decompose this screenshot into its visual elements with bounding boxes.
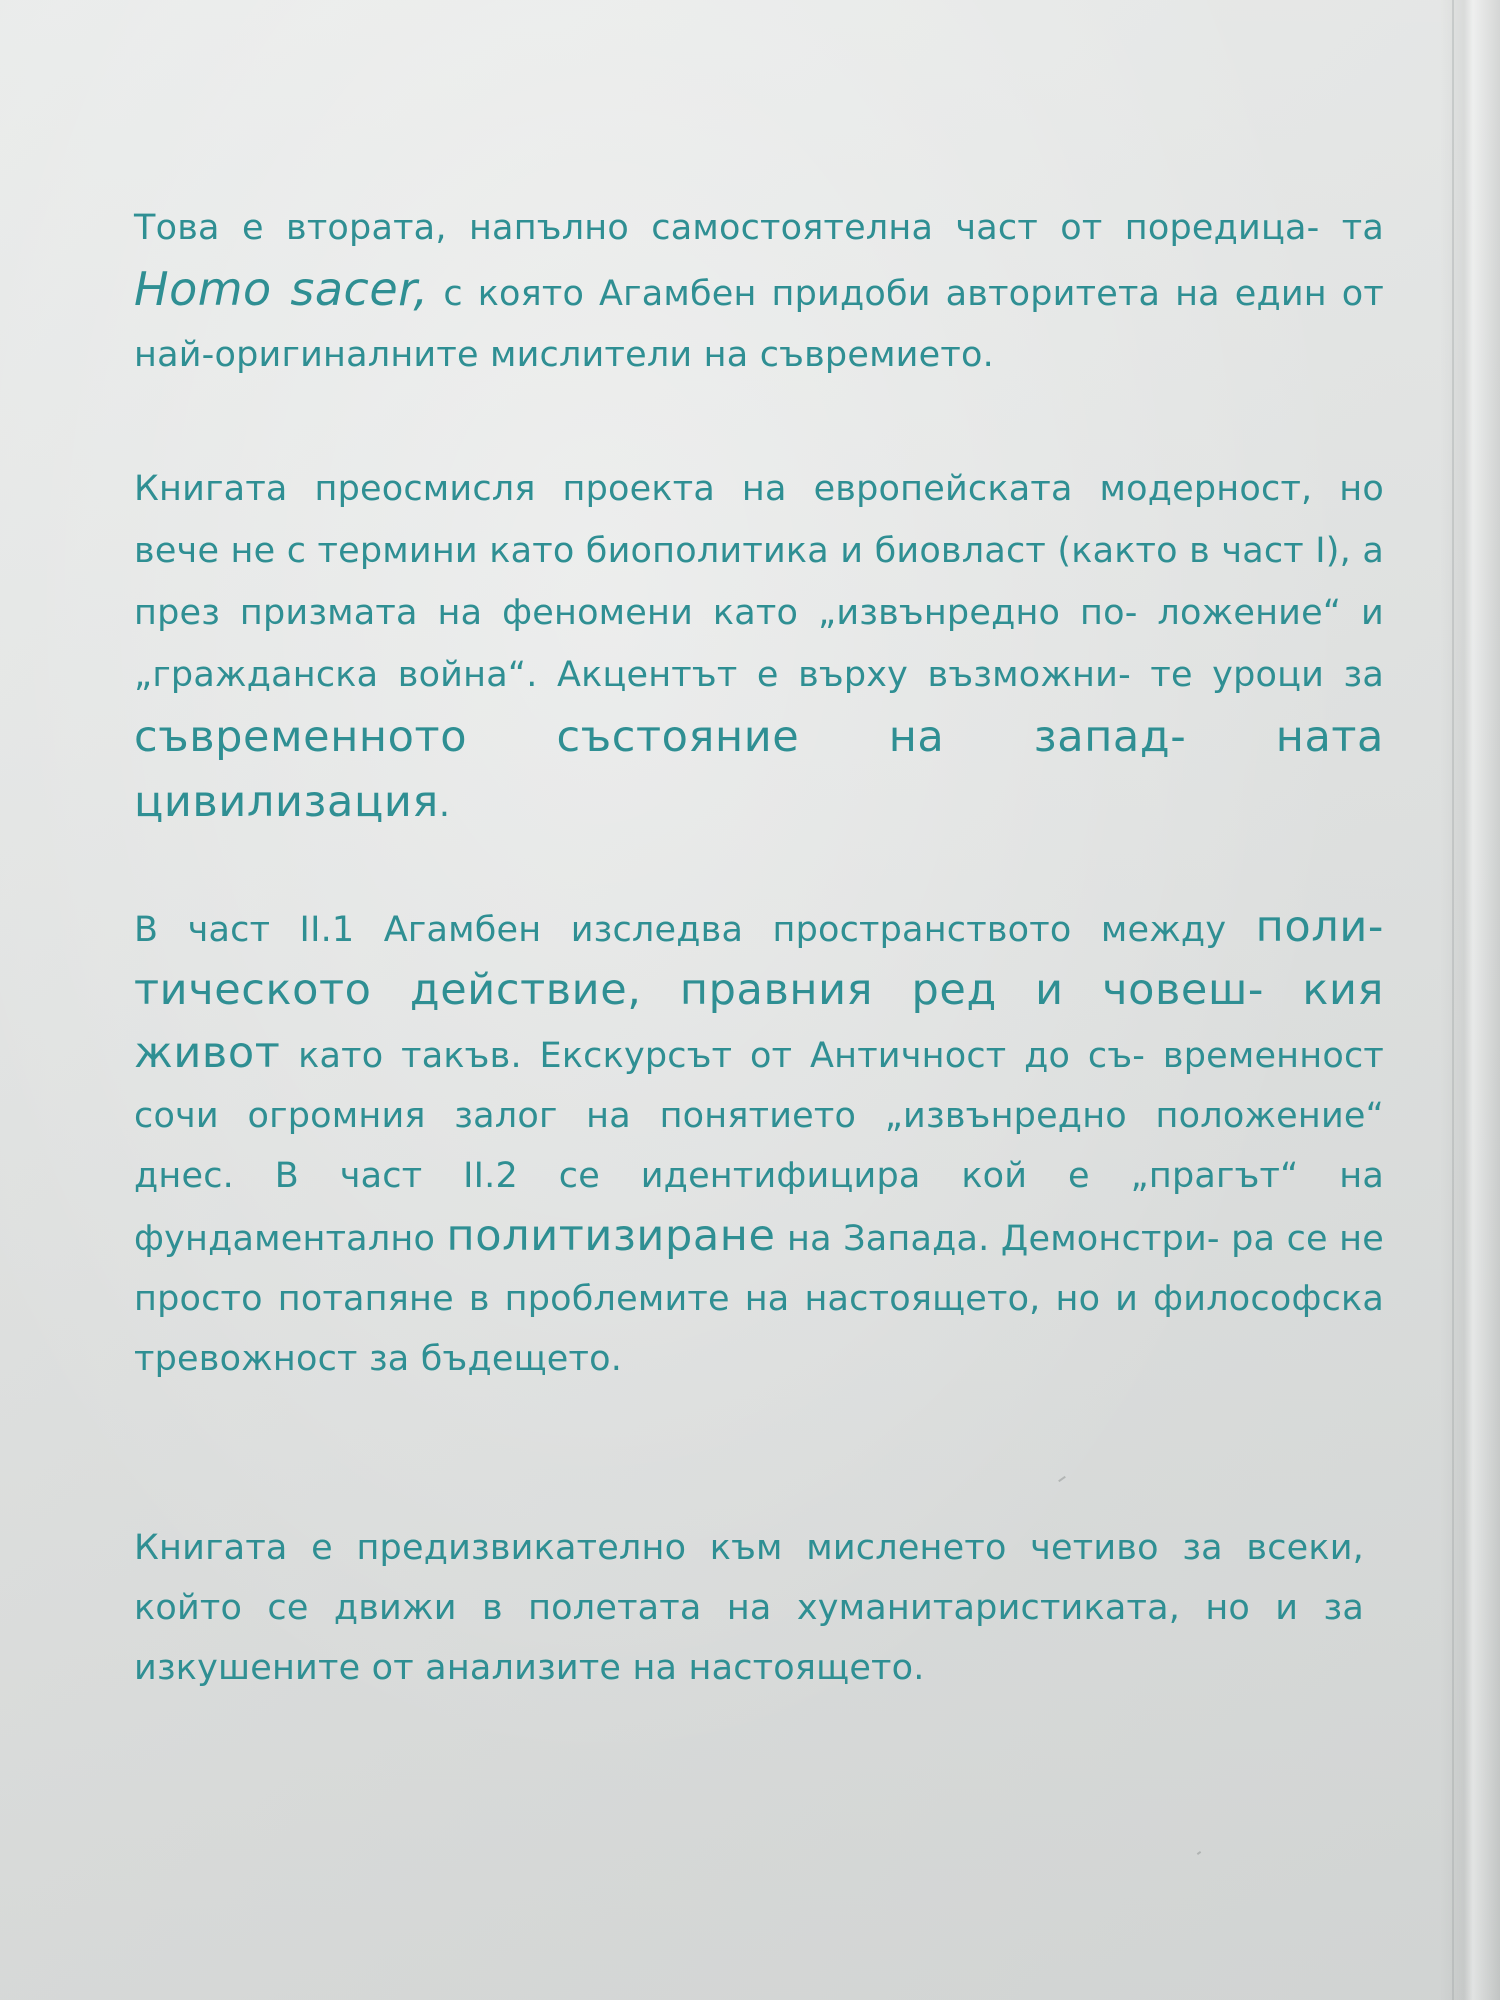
blurb-paragraph-2 (134, 458, 1384, 836)
paragraph-text: В част II.1 Агамбен изследва пространството между (134, 910, 1256, 950)
paragraph-text: с която Агамбен придоби авторитета на един от най-оригиналните мислители на съвремието. (134, 274, 1384, 375)
paragraph-text: Това е втората, напълно самостоятелна част от поредица- та (134, 208, 1384, 248)
emphasized-text: поли- тическото действие, правния ред и човеш- кия живот (134, 902, 1384, 1078)
paragraph-text: Книгата преосмисля проекта на европейската модерност, но вече не с термини като биополитика и биовласт (както в част I), а през призмата на феномени като „извънредно по- ложение“ и „гражданска война“. Акцентът е върху възможни- те уроци за (134, 469, 1384, 695)
paper-speck (1058, 1476, 1066, 1482)
blurb-paragraph-3 (134, 897, 1384, 1389)
paragraph-text: като такъв. Екскурсът от Античност до съ- временност сочи огромния залог на понятието „извънредно положение“ днес. В част II.2 се идентифицира кой е „прагът“ на фундаментално (134, 1036, 1384, 1259)
book-title: Homo sacer, (134, 262, 429, 316)
cover-edge-shadow (1440, 0, 1500, 2000)
emphasized-text: политизиране (446, 1211, 776, 1261)
paragraph-text: Книгата е предизвикателно към мисленето четиво за всеки, който се движи в полетата на хуманитаристиката, но и за изкушените от анализите на настоящето. (134, 1528, 1364, 1688)
emphasized-text: съвременното състояние на запад- ната цивилизация (134, 712, 1384, 827)
blurb-paragraph-1 (134, 198, 1384, 386)
paragraph-text: на Запада. Демонстри- ра се не просто потапяне в проблемите на настоящето, но и философска тревожност за бъдещето. (134, 1219, 1384, 1379)
blurb-paragraph-4 (134, 1518, 1364, 1698)
paragraph-text: . (438, 785, 451, 825)
paper-speck (1197, 1851, 1201, 1855)
